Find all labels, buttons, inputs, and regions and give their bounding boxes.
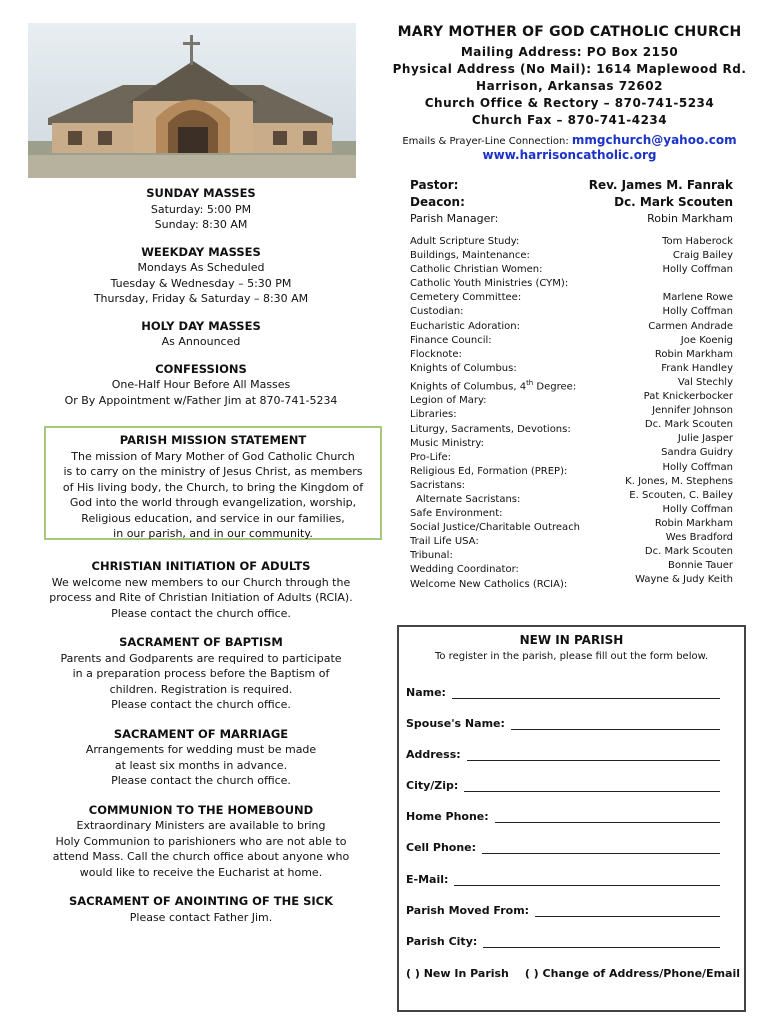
form-subtitle: To register in the parish, please fill out the form below. <box>434 651 709 662</box>
sacraments-section <box>40 559 362 925</box>
ministry-contact: Julie Jasper <box>677 433 733 445</box>
pastor-label: Pastor: <box>410 178 459 192</box>
ministry-contact: Dc. Mark Scouten <box>644 546 733 558</box>
ministry-contact: Holly Coffman <box>662 306 733 318</box>
ministry-contact: Holly Coffman <box>662 461 733 473</box>
ministry-roles <box>410 235 615 592</box>
schedule-line: As Announced <box>161 335 241 348</box>
mission-line: God into the world through evangelization, worship, <box>69 496 357 509</box>
ministry-role: Religious Ed, Formation (PREP): <box>410 465 568 477</box>
info-line: Parents and Godparents are required to participate <box>60 651 342 665</box>
field-label: E-Mail: <box>406 873 449 886</box>
ministry-contact: Holly Coffman <box>662 503 733 515</box>
schedule-line: Saturday: 5:00 PM <box>150 202 252 216</box>
parish-moved-from-field[interactable] <box>406 904 720 917</box>
staff-directory <box>410 177 733 592</box>
field-label: Name: <box>406 686 446 699</box>
form-title: NEW IN PARISH <box>519 633 624 647</box>
schedule-line: Mondays As Scheduled <box>137 261 265 274</box>
info-line: Extraordinary Ministers are available to bring <box>76 819 326 832</box>
field-label: Parish Moved From: <box>406 904 530 917</box>
holy-day-masses-heading: HOLY DAY MASSES <box>141 318 261 333</box>
ministry-contact: Holly Coffman <box>662 264 733 276</box>
ministry-contact: E. Scouten, C. Bailey <box>629 489 733 501</box>
ministry-role: Libraries: <box>410 409 457 421</box>
ministry-contact: Robin Markham <box>654 348 733 360</box>
info-line: process and Rite of Christian Initiation of Adults (RCIA). <box>49 591 353 604</box>
parish-city-field[interactable] <box>406 935 720 948</box>
city-state-zip: Harrison, Arkansas 72602 <box>476 79 663 93</box>
manager-row <box>410 211 733 227</box>
ministry-role: Finance Council: <box>410 334 492 346</box>
ministry-role: Cemetery Committee: <box>410 292 522 304</box>
church-header <box>392 24 747 162</box>
ministry-contact <box>615 277 733 291</box>
ministry-role: Tribunal: <box>410 550 453 562</box>
info-line: We welcome new members to our Church through the <box>51 575 351 589</box>
ministry-role: Flocknote: <box>410 348 462 360</box>
ministry-role: Adult Scripture Study: <box>410 236 520 247</box>
info-line: Please contact the church office. <box>111 606 291 620</box>
schedule-line: Or By Appointment w/Father Jim at 870-741-5234 <box>64 393 338 407</box>
city-zip-field[interactable] <box>406 779 720 792</box>
field-label: Parish City: <box>406 935 478 948</box>
info-line: Holy Communion to parishioners who are not able to <box>55 834 347 848</box>
church-name: MARY MOTHER OF GOD CATHOLIC CHURCH <box>397 24 742 40</box>
fax-number: Church Fax – 870-741-4234 <box>471 113 668 127</box>
email-label: Emails & Prayer-Line Connection: <box>402 136 569 147</box>
ministry-contact: Frank Handley <box>661 362 733 374</box>
email-link[interactable]: mmgchurch@yahoo.com <box>571 133 737 147</box>
ministry-contact: Val Stechly <box>677 376 733 388</box>
ministry-contact: Pat Knickerbocker <box>643 391 733 403</box>
website-link[interactable]: www.harrisoncatholic.org <box>482 148 657 162</box>
mission-line: is to carry on the ministry of Jesus Christ, as members <box>63 465 363 478</box>
ministry-role: Welcome New Catholics (RCIA): <box>410 578 568 590</box>
ministry-role: Legion of Mary: <box>410 395 487 407</box>
info-line: children. Registration is required. <box>109 682 293 696</box>
ministry-list <box>410 235 733 592</box>
ministry-contact: Dc. Mark Scouten <box>644 419 733 431</box>
deacon-name: Dc. Mark Scouten <box>614 195 733 209</box>
address-field[interactable] <box>406 748 720 761</box>
manager-label: Parish Manager: <box>410 212 499 225</box>
info-line: Please contact the church office. <box>111 698 291 711</box>
info-line: Arrangements for wedding must be made <box>85 743 317 756</box>
mission-statement-box <box>44 426 382 540</box>
schedule-line: One-Half Hour Before All Masses <box>111 378 291 391</box>
mailing-address: Mailing Address: PO Box 2150 <box>460 45 679 59</box>
mission-line: Religious education, and service in our families, <box>81 511 345 525</box>
ministry-role: Liturgy, Sacraments, Devotions: <box>410 423 571 435</box>
sunday-masses-heading: SUNDAY MASSES <box>146 186 256 200</box>
ministry-role: Alternate Sacristans: <box>416 494 521 506</box>
pastor-name: Rev. James M. Fanrak <box>588 178 733 192</box>
schedule-line: Thursday, Friday & Saturday – 8:30 AM <box>93 292 309 305</box>
mission-heading: PARISH MISSION STATEMENT <box>119 433 307 447</box>
field-label: Spouse's Name: <box>406 717 505 730</box>
change-of-address-checkbox[interactable]: ( ) Change of Address/Phone/Email <box>524 967 740 980</box>
church-photo <box>28 23 356 178</box>
home-phone-field[interactable] <box>406 810 720 823</box>
homebound-heading: COMMUNION TO THE HOMEBOUND <box>88 802 314 817</box>
deacon-row <box>410 194 733 211</box>
info-line: in a preparation process before the Baptism of <box>72 667 330 680</box>
ministry-role: Catholic Christian Women: <box>410 264 543 276</box>
spouse-name-field[interactable] <box>406 717 720 730</box>
field-label: Cell Phone: <box>406 841 477 854</box>
ministry-role: Knights of Columbus, 4th Degree: <box>410 378 577 393</box>
pastor-row <box>410 177 733 194</box>
ministry-contact: Marlene Rowe <box>662 292 733 304</box>
new-in-parish-form <box>397 625 746 1012</box>
cell-phone-field[interactable] <box>406 841 720 854</box>
ministry-role: Safe Environment: <box>410 508 503 520</box>
mass-schedule <box>40 186 362 408</box>
ministry-contact: Robin Markham <box>654 517 733 529</box>
ministry-contact: Joe Koenig <box>680 334 733 346</box>
marriage-heading: SACRAMENT OF MARRIAGE <box>113 726 289 741</box>
ministry-contact: K. Jones, M. Stephens <box>625 475 733 487</box>
ministry-role: Wedding Coordinator: <box>410 564 519 576</box>
info-line: would like to receive the Eucharist at home. <box>79 865 323 879</box>
mission-line: The mission of Mary Mother of God Catholic Church <box>71 449 355 463</box>
weekday-masses-heading: WEEKDAY MASSES <box>141 244 261 259</box>
ministry-role: Buildings, Maintenance: <box>410 250 530 262</box>
ministry-contact: Tom Haberock <box>662 236 733 247</box>
ministry-role: Custodian: <box>410 306 464 318</box>
confessions-heading: CONFESSIONS <box>155 361 247 376</box>
mission-line: in our parish, and in our community. <box>113 527 313 540</box>
email-field[interactable] <box>406 873 720 886</box>
mission-line: of His living body, the Church, to bring the Kingdom of <box>62 480 364 494</box>
ministry-contact: Wes Bradford <box>665 531 733 543</box>
field-label: Address: <box>406 748 461 761</box>
schedule-line: Tuesday & Wednesday – 5:30 PM <box>110 276 292 290</box>
ministry-role: Music Ministry: <box>410 437 484 449</box>
ministry-names <box>615 235 733 592</box>
deacon-label: Deacon: <box>410 195 465 209</box>
church-illustration <box>28 23 356 178</box>
ministry-role: Trail Life USA: <box>410 536 479 548</box>
info-line: attend Mass. Call the church office about anyone who <box>52 850 350 863</box>
ministry-contact: Sandra Guidry <box>661 447 733 459</box>
registration-options <box>406 967 740 980</box>
physical-address: Physical Address (No Mail): 1614 Maplewood Rd. <box>392 62 747 76</box>
field-label: Home Phone: <box>406 810 489 823</box>
info-line: at least six months in advance. <box>114 758 288 772</box>
new-in-parish-checkbox[interactable]: ( ) New In Parish <box>406 967 509 980</box>
baptism-heading: SACRAMENT OF BAPTISM <box>119 635 283 649</box>
info-line: Please contact Father Jim. <box>129 910 273 924</box>
schedule-line: Sunday: 8:30 AM <box>154 218 248 231</box>
ministry-role: Pro-Life: <box>410 451 452 463</box>
ministry-contact: Craig Bailey <box>672 250 733 262</box>
info-line: Please contact the church office. <box>111 774 291 787</box>
ministry-contact: Bonnie Tauer <box>668 560 733 572</box>
office-phone: Church Office & Rectory – 870-741-5234 <box>424 96 715 110</box>
name-field[interactable] <box>406 686 720 699</box>
rcia-heading: CHRISTIAN INITIATION OF ADULTS <box>91 559 311 573</box>
field-label: City/Zip: <box>406 779 459 792</box>
ministry-contact: Carmen Andrade <box>648 320 733 332</box>
ministry-role: Social Justice/Charitable Outreach <box>410 522 581 534</box>
ministry-contact: Wayne & Judy Keith <box>635 574 733 586</box>
manager-name: Robin Markham <box>647 212 733 225</box>
ministry-role: Eucharistic Adoration: <box>410 320 520 332</box>
ministry-contact: Jennifer Johnson <box>652 405 733 417</box>
anointing-heading: SACRAMENT OF ANOINTING OF THE SICK <box>68 894 334 908</box>
email-row <box>392 133 747 147</box>
ministry-role: Catholic Youth Ministries (CYM): <box>410 278 569 290</box>
ministry-role: Sacristans: <box>410 479 466 491</box>
ministry-role: Knights of Columbus: <box>410 362 517 374</box>
